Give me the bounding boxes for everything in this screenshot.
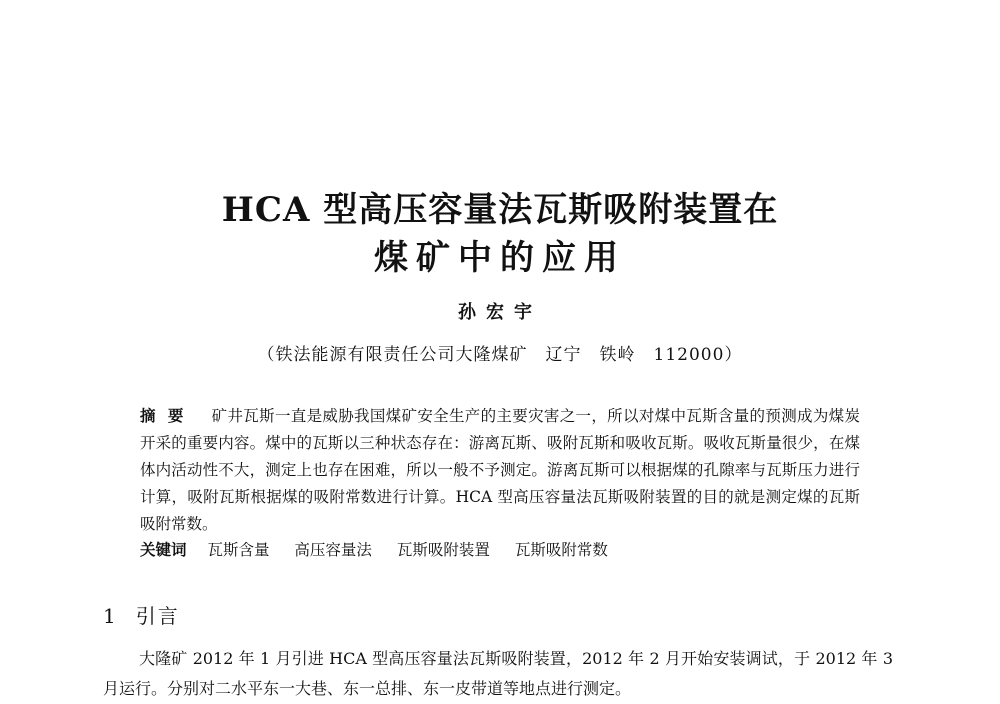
paper-title-line-2: 煤矿中的应用 [374, 238, 626, 278]
abstract [140, 402, 860, 538]
keyword-item: 高压容量法 [294, 541, 372, 559]
body-paragraph: 大隆矿 2012 年 1 月引进 HCA 型高压容量法瓦斯吸附装置，2012 年 2 月开始安装调试，于 2012 年 3 月运行。分别对二水平东一大巷、东一总排、东一皮带道等地点进行测定。 [103, 649, 893, 698]
paper-title-line-1: HCA 型高压容量法瓦斯吸附装置在 [221, 190, 779, 230]
author-affiliation: （铁法能源有限责任公司大隆煤矿 辽宁 铁岭 112000） [257, 345, 743, 365]
keyword-item: 瓦斯含量 [207, 541, 270, 559]
author-name: 孙宏宇 [458, 302, 542, 323]
keyword-item: 瓦斯吸附装置 [396, 541, 490, 559]
keywords [140, 537, 860, 563]
abstract-label: 摘要 [140, 406, 196, 425]
keyword-item: 瓦斯吸附常数 [514, 541, 608, 559]
section-heading [103, 601, 180, 631]
abstract-text: 矿井瓦斯一直是威胁我国煤矿安全生产的主要灾害之一，所以对煤中瓦斯含量的预测成为煤炭开采的重要内容。煤中的瓦斯以三种状态存在：游离瓦斯、吸附瓦斯和吸收瓦斯。吸收瓦斯量很少，在煤体内活动性不大，测定上也存在困难，所以一般不予测定。游离瓦斯可以根据煤的孔隙率与瓦斯压力进行计算，吸附瓦斯根据煤的吸附常数进行计算。HCA 型高压容量法瓦斯吸附装置的目的就是测定煤的瓦斯吸附常数。 [140, 407, 860, 533]
section-number: 1 [103, 604, 118, 628]
keywords-label: 关键词 [140, 540, 187, 559]
section-title: 引言 [135, 604, 180, 628]
